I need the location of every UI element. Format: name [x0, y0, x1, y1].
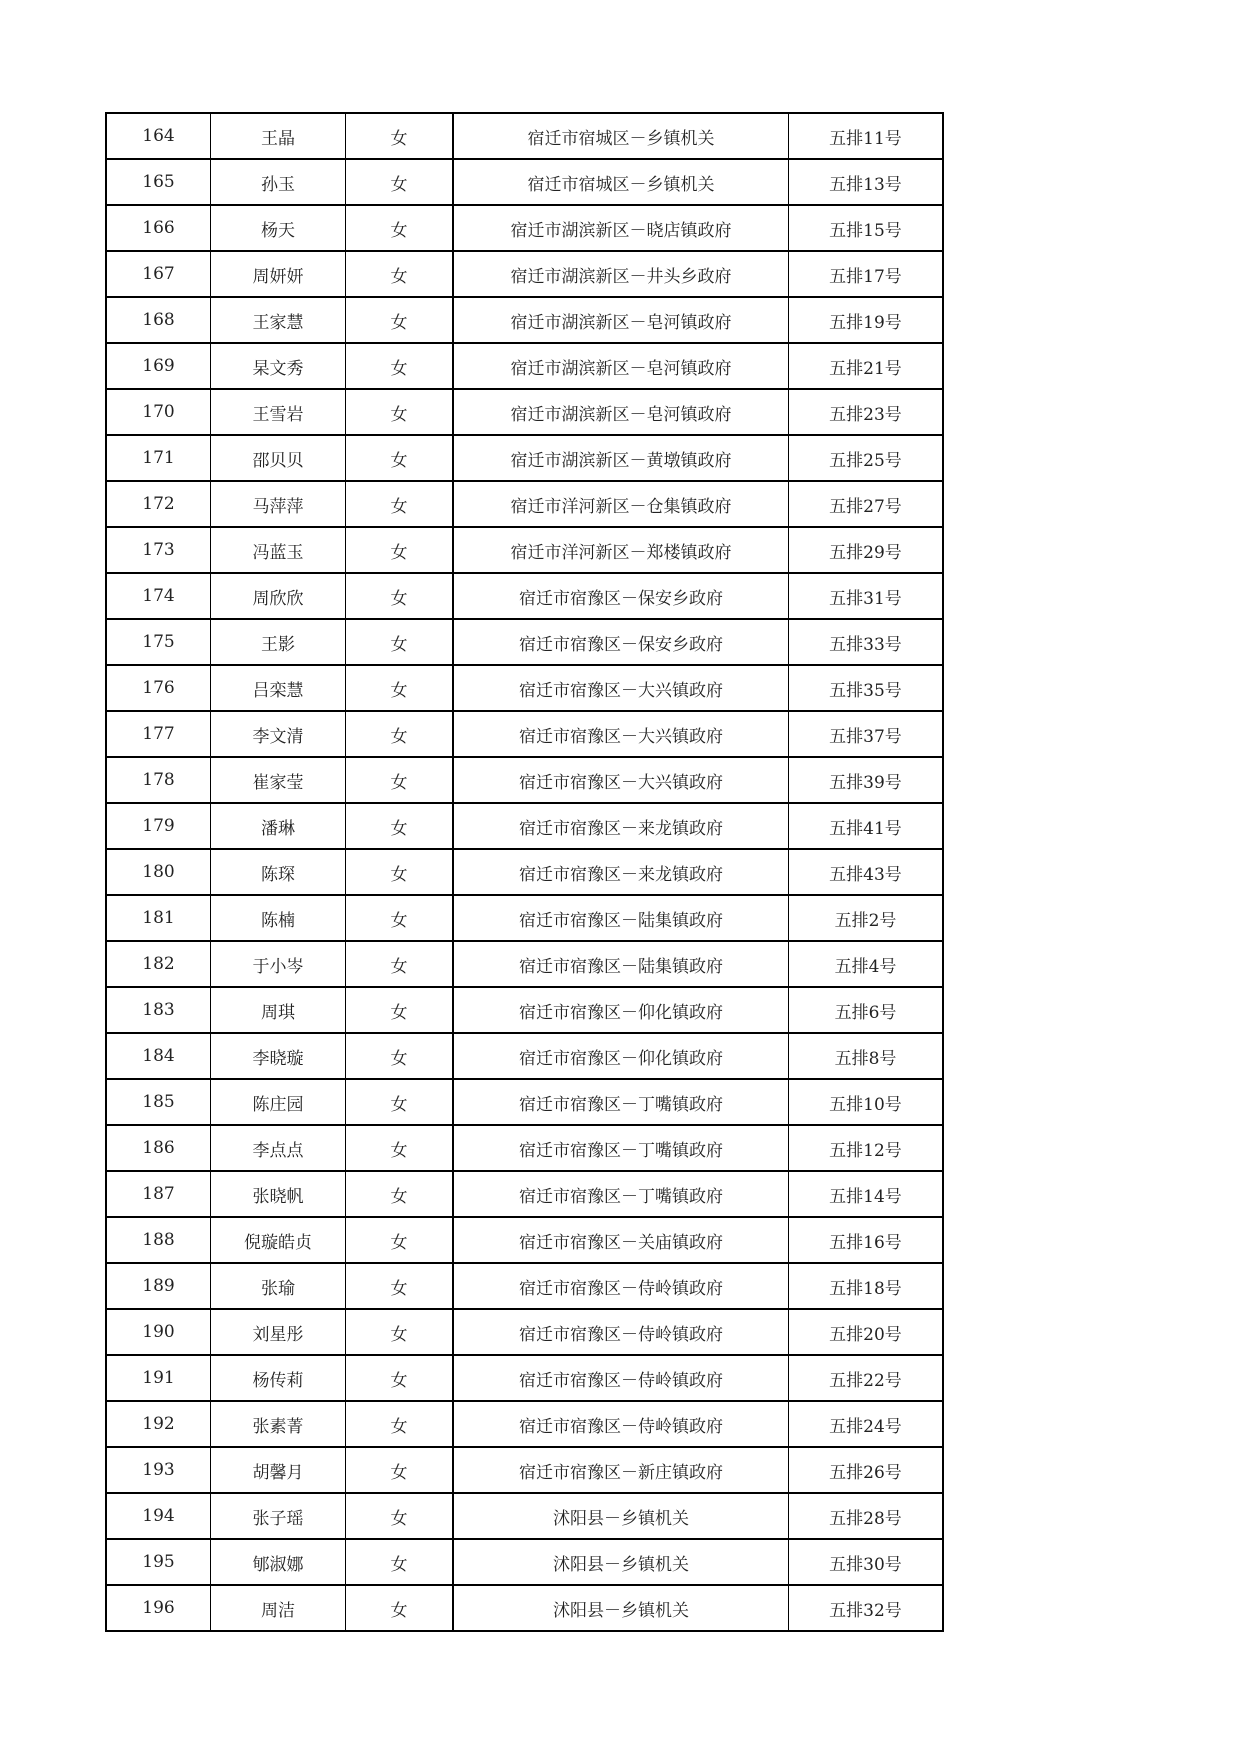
cell-unit: 宿迁市宿城区－乡镇机关 [453, 113, 789, 159]
cell-unit: 沭阳县－乡镇机关 [453, 1539, 789, 1585]
cell-id: 181 [106, 895, 211, 941]
cell-name: 王家慧 [211, 297, 346, 343]
cell-seat: 五排10号 [789, 1079, 944, 1125]
cell-seat: 五排39号 [789, 757, 944, 803]
cell-gender: 女 [346, 757, 454, 803]
cell-name: 张晓帆 [211, 1171, 346, 1217]
cell-unit: 宿迁市宿豫区－来龙镇政府 [453, 803, 789, 849]
cell-name: 陈琛 [211, 849, 346, 895]
cell-id: 174 [106, 573, 211, 619]
cell-id: 164 [106, 113, 211, 159]
cell-seat: 五排15号 [789, 205, 944, 251]
cell-id: 190 [106, 1309, 211, 1355]
cell-gender: 女 [346, 665, 454, 711]
cell-gender: 女 [346, 1539, 454, 1585]
cell-gender: 女 [346, 1125, 454, 1171]
table-row [106, 251, 943, 297]
table-row [106, 665, 943, 711]
cell-unit: 宿迁市宿豫区－新庄镇政府 [453, 1447, 789, 1493]
cell-unit: 沭阳县－乡镇机关 [453, 1585, 789, 1631]
cell-gender: 女 [346, 711, 454, 757]
table-row [106, 573, 943, 619]
cell-id: 194 [106, 1493, 211, 1539]
cell-name: 王雪岩 [211, 389, 346, 435]
cell-id: 193 [106, 1447, 211, 1493]
cell-name: 于小岑 [211, 941, 346, 987]
table-row [106, 297, 943, 343]
cell-name: 周妍妍 [211, 251, 346, 297]
cell-unit: 宿迁市宿豫区－保安乡政府 [453, 573, 789, 619]
cell-seat: 五排21号 [789, 343, 944, 389]
cell-id: 195 [106, 1539, 211, 1585]
cell-gender: 女 [346, 205, 454, 251]
table-body [106, 113, 943, 1631]
cell-name: 郇淑娜 [211, 1539, 346, 1585]
cell-name: 崔家莹 [211, 757, 346, 803]
table-row [106, 1309, 943, 1355]
cell-seat: 五排43号 [789, 849, 944, 895]
cell-id: 171 [106, 435, 211, 481]
cell-name: 杨天 [211, 205, 346, 251]
cell-unit: 宿迁市宿豫区－侍岭镇政府 [453, 1263, 789, 1309]
cell-name: 孙玉 [211, 159, 346, 205]
cell-gender: 女 [346, 159, 454, 205]
cell-unit: 宿迁市宿豫区－丁嘴镇政府 [453, 1171, 789, 1217]
table-row [106, 619, 943, 665]
cell-gender: 女 [346, 1493, 454, 1539]
table-row [106, 113, 943, 159]
cell-id: 170 [106, 389, 211, 435]
cell-gender: 女 [346, 1355, 454, 1401]
seating-table [105, 112, 944, 1632]
cell-unit: 宿迁市湖滨新区－皂河镇政府 [453, 297, 789, 343]
table-row [106, 1355, 943, 1401]
cell-unit: 宿迁市湖滨新区－皂河镇政府 [453, 389, 789, 435]
table-row [106, 711, 943, 757]
cell-gender: 女 [346, 113, 454, 159]
cell-unit: 宿迁市宿豫区－陆集镇政府 [453, 941, 789, 987]
cell-unit: 宿迁市宿豫区－陆集镇政府 [453, 895, 789, 941]
table-row [106, 389, 943, 435]
cell-seat: 五排35号 [789, 665, 944, 711]
cell-gender: 女 [346, 389, 454, 435]
cell-gender: 女 [346, 251, 454, 297]
cell-id: 192 [106, 1401, 211, 1447]
cell-seat: 五排23号 [789, 389, 944, 435]
cell-seat: 五排20号 [789, 1309, 944, 1355]
cell-id: 186 [106, 1125, 211, 1171]
cell-id: 184 [106, 1033, 211, 1079]
table-row [106, 1585, 943, 1631]
cell-unit: 宿迁市宿豫区－保安乡政府 [453, 619, 789, 665]
table-row [106, 1263, 943, 1309]
cell-gender: 女 [346, 619, 454, 665]
cell-id: 175 [106, 619, 211, 665]
table-row [106, 941, 943, 987]
cell-name: 李文清 [211, 711, 346, 757]
cell-gender: 女 [346, 297, 454, 343]
table-row [106, 1079, 943, 1125]
cell-name: 冯蓝玉 [211, 527, 346, 573]
cell-gender: 女 [346, 1447, 454, 1493]
table-row [106, 1033, 943, 1079]
cell-id: 189 [106, 1263, 211, 1309]
cell-seat: 五排29号 [789, 527, 944, 573]
table-row [106, 757, 943, 803]
cell-gender: 女 [346, 481, 454, 527]
cell-seat: 五排24号 [789, 1401, 944, 1447]
cell-unit: 宿迁市宿豫区－大兴镇政府 [453, 711, 789, 757]
cell-seat: 五排22号 [789, 1355, 944, 1401]
cell-name: 陈楠 [211, 895, 346, 941]
cell-id: 173 [106, 527, 211, 573]
table-row [106, 205, 943, 251]
cell-gender: 女 [346, 803, 454, 849]
cell-id: 196 [106, 1585, 211, 1631]
cell-unit: 宿迁市宿豫区－丁嘴镇政府 [453, 1125, 789, 1171]
cell-seat: 五排27号 [789, 481, 944, 527]
table-row [106, 1493, 943, 1539]
cell-name: 邵贝贝 [211, 435, 346, 481]
cell-seat: 五排6号 [789, 987, 944, 1033]
cell-id: 166 [106, 205, 211, 251]
cell-seat: 五排16号 [789, 1217, 944, 1263]
cell-unit: 宿迁市湖滨新区－晓店镇政府 [453, 205, 789, 251]
cell-unit: 宿迁市湖滨新区－井头乡政府 [453, 251, 789, 297]
cell-seat: 五排41号 [789, 803, 944, 849]
cell-unit: 宿迁市宿豫区－侍岭镇政府 [453, 1309, 789, 1355]
table-row [106, 1217, 943, 1263]
cell-seat: 五排12号 [789, 1125, 944, 1171]
cell-id: 191 [106, 1355, 211, 1401]
cell-unit: 宿迁市宿城区－乡镇机关 [453, 159, 789, 205]
cell-unit: 宿迁市洋河新区－仓集镇政府 [453, 481, 789, 527]
cell-unit: 宿迁市宿豫区－侍岭镇政府 [453, 1355, 789, 1401]
cell-gender: 女 [346, 1079, 454, 1125]
cell-gender: 女 [346, 941, 454, 987]
cell-name: 李点点 [211, 1125, 346, 1171]
cell-name: 张子瑶 [211, 1493, 346, 1539]
cell-name: 张瑜 [211, 1263, 346, 1309]
cell-gender: 女 [346, 1171, 454, 1217]
cell-name: 周欣欣 [211, 573, 346, 619]
cell-seat: 五排11号 [789, 113, 944, 159]
table-row [106, 1401, 943, 1447]
cell-name: 周洁 [211, 1585, 346, 1631]
cell-seat: 五排17号 [789, 251, 944, 297]
cell-unit: 宿迁市宿豫区－仰化镇政府 [453, 987, 789, 1033]
cell-seat: 五排8号 [789, 1033, 944, 1079]
cell-seat: 五排32号 [789, 1585, 944, 1631]
table-row [106, 159, 943, 205]
cell-gender: 女 [346, 1263, 454, 1309]
cell-unit: 宿迁市宿豫区－大兴镇政府 [453, 665, 789, 711]
table-row [106, 803, 943, 849]
cell-seat: 五排25号 [789, 435, 944, 481]
cell-id: 188 [106, 1217, 211, 1263]
cell-name: 杨传莉 [211, 1355, 346, 1401]
cell-unit: 宿迁市宿豫区－来龙镇政府 [453, 849, 789, 895]
cell-gender: 女 [346, 1309, 454, 1355]
cell-name: 周琪 [211, 987, 346, 1033]
cell-gender: 女 [346, 1401, 454, 1447]
cell-id: 167 [106, 251, 211, 297]
cell-id: 176 [106, 665, 211, 711]
cell-unit: 宿迁市宿豫区－侍岭镇政府 [453, 1401, 789, 1447]
table-row [106, 1125, 943, 1171]
table-row [106, 527, 943, 573]
cell-seat: 五排13号 [789, 159, 944, 205]
table-row [106, 895, 943, 941]
cell-seat: 五排30号 [789, 1539, 944, 1585]
cell-id: 180 [106, 849, 211, 895]
cell-gender: 女 [346, 527, 454, 573]
cell-unit: 宿迁市湖滨新区－黄墩镇政府 [453, 435, 789, 481]
cell-seat: 五排19号 [789, 297, 944, 343]
cell-name: 马萍萍 [211, 481, 346, 527]
table-row [106, 1447, 943, 1493]
cell-id: 183 [106, 987, 211, 1033]
cell-id: 179 [106, 803, 211, 849]
cell-id: 187 [106, 1171, 211, 1217]
cell-name: 吕栾慧 [211, 665, 346, 711]
cell-gender: 女 [346, 1033, 454, 1079]
cell-seat: 五排37号 [789, 711, 944, 757]
table-row [106, 1171, 943, 1217]
cell-gender: 女 [346, 895, 454, 941]
cell-seat: 五排14号 [789, 1171, 944, 1217]
cell-unit: 宿迁市宿豫区－关庙镇政府 [453, 1217, 789, 1263]
cell-id: 169 [106, 343, 211, 389]
cell-name: 李晓璇 [211, 1033, 346, 1079]
cell-unit: 宿迁市宿豫区－丁嘴镇政府 [453, 1079, 789, 1125]
cell-unit: 沭阳县－乡镇机关 [453, 1493, 789, 1539]
cell-gender: 女 [346, 343, 454, 389]
cell-seat: 五排28号 [789, 1493, 944, 1539]
cell-name: 刘星彤 [211, 1309, 346, 1355]
cell-name: 陈庄园 [211, 1079, 346, 1125]
cell-name: 王晶 [211, 113, 346, 159]
cell-id: 172 [106, 481, 211, 527]
cell-name: 胡馨月 [211, 1447, 346, 1493]
cell-seat: 五排31号 [789, 573, 944, 619]
cell-gender: 女 [346, 1217, 454, 1263]
cell-name: 张素菁 [211, 1401, 346, 1447]
cell-gender: 女 [346, 435, 454, 481]
cell-unit: 宿迁市宿豫区－仰化镇政府 [453, 1033, 789, 1079]
cell-seat: 五排33号 [789, 619, 944, 665]
cell-id: 177 [106, 711, 211, 757]
table-row [106, 435, 943, 481]
cell-id: 178 [106, 757, 211, 803]
cell-gender: 女 [346, 987, 454, 1033]
cell-unit: 宿迁市洋河新区－郑楼镇政府 [453, 527, 789, 573]
table-row [106, 481, 943, 527]
cell-name: 杲文秀 [211, 343, 346, 389]
cell-id: 182 [106, 941, 211, 987]
cell-name: 潘琳 [211, 803, 346, 849]
cell-id: 168 [106, 297, 211, 343]
cell-seat: 五排2号 [789, 895, 944, 941]
cell-name: 王影 [211, 619, 346, 665]
cell-name: 倪璇皓贞 [211, 1217, 346, 1263]
cell-seat: 五排4号 [789, 941, 944, 987]
table-row [106, 987, 943, 1033]
cell-seat: 五排26号 [789, 1447, 944, 1493]
cell-gender: 女 [346, 573, 454, 619]
cell-unit: 宿迁市湖滨新区－皂河镇政府 [453, 343, 789, 389]
table-row [106, 849, 943, 895]
table-row [106, 1539, 943, 1585]
cell-id: 185 [106, 1079, 211, 1125]
cell-id: 165 [106, 159, 211, 205]
cell-gender: 女 [346, 1585, 454, 1631]
table-row [106, 343, 943, 389]
cell-seat: 五排18号 [789, 1263, 944, 1309]
cell-gender: 女 [346, 849, 454, 895]
cell-unit: 宿迁市宿豫区－大兴镇政府 [453, 757, 789, 803]
